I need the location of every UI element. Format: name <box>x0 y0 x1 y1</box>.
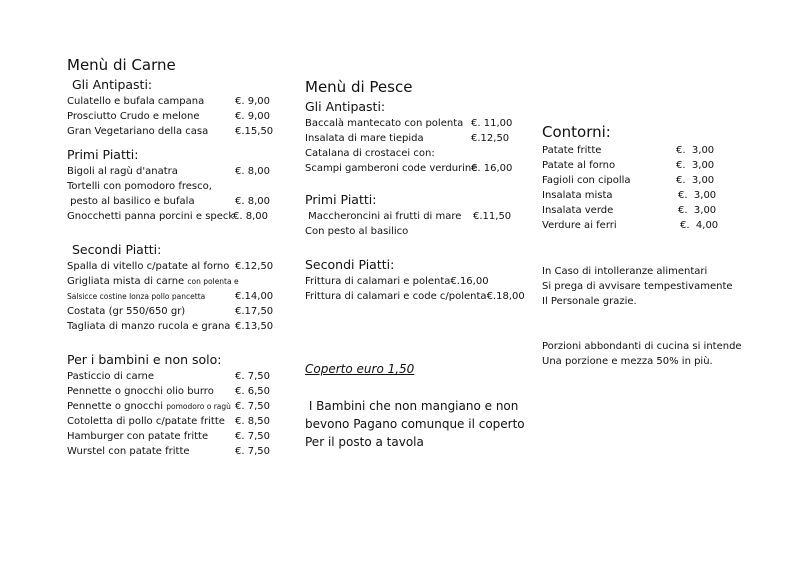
item-price: €. 7,50 <box>235 446 270 457</box>
bambini-note-line: bevono Pagano comunque il coperto <box>305 417 525 431</box>
carne-bambini-heading: Per i bambini e non solo: <box>67 352 222 367</box>
pesce-antipasti-heading: Gli Antipasti: <box>305 99 386 114</box>
item-price: €.17,50 <box>235 306 274 317</box>
item-price: €. 7,50 <box>235 431 270 442</box>
carne-secondi-heading: Secondi Piatti: <box>72 242 162 257</box>
item-price: €. 3,00 <box>676 175 715 186</box>
item-name: Gnocchetti panna porcini e speck <box>67 211 235 222</box>
item-detail: con polenta e <box>187 277 239 286</box>
item-price: €. 7,50 <box>235 371 270 382</box>
item-name: Hamburger con patate fritte <box>67 431 209 442</box>
item-name: Culatello e bufala campana <box>67 96 205 107</box>
item-price: €. 9,00 <box>235 96 270 107</box>
item-name: Bigoli al ragù d'anatra <box>67 166 178 177</box>
item-price: €. 8,50 <box>235 416 270 427</box>
item-price: €. 11,00 <box>471 118 513 129</box>
portion-note-line: Una porzione e mezza 50% in più. <box>542 356 713 367</box>
item-name: Catalana di crostacei con: <box>305 148 435 159</box>
allergy-note-line: Il Personale grazie. <box>542 296 637 307</box>
item-price: €. 4,00 <box>680 220 719 231</box>
pesce-secondi-heading: Secondi Piatti: <box>305 257 395 272</box>
item-price: €. 6,50 <box>235 386 270 397</box>
portion-note-line: Porzioni abbondanti di cucina si intende <box>542 341 742 352</box>
item-name: Prosciutto Crudo e melone <box>67 111 200 122</box>
item-name: Gran Vegetariano della casa <box>67 126 209 137</box>
item-name: Insalata di mare tiepida <box>305 133 424 144</box>
item-price: €. 8,00 <box>235 166 270 177</box>
bambini-note-line: I Bambini che non mangiano e non <box>305 399 519 413</box>
item-name: pesto al basilico e bufala <box>67 196 195 207</box>
item-price: €.11,50 <box>473 211 512 222</box>
item-name: Baccalà mantecato con polenta <box>305 118 464 129</box>
item-price: €. 7,50 <box>235 401 270 412</box>
item-name-text: Pennette o gnocchi <box>67 401 164 412</box>
item-price: €.15,50 <box>235 126 274 137</box>
pesce-title: Menù di Pesce <box>305 78 413 96</box>
item-price: €.14,00 <box>235 291 274 302</box>
item-name <box>67 274 239 289</box>
allergy-note-line: In Caso di intolleranze alimentari <box>542 266 708 277</box>
bambini-note-line: Per il posto a tavola <box>305 435 424 449</box>
item-price: €. 8,00 <box>233 211 268 222</box>
item-name: Cotoletta di pollo c/patate fritte <box>67 416 225 427</box>
item-detail: pomodoro o ragù <box>166 402 231 411</box>
item-name <box>67 399 231 414</box>
item-name: Tortelli con pomodoro fresco, <box>67 181 212 192</box>
item-name: Con pesto al basilico <box>305 226 409 237</box>
carne-antipasti-heading: Gli Antipasti: <box>72 77 153 92</box>
item-price: €. 3,00 <box>678 205 717 216</box>
item-name: Fagioli con cipolla <box>542 175 631 186</box>
allergy-note-line: Si prega di avvisare tempestivamente <box>542 281 733 292</box>
item-price: €. 3,00 <box>676 145 715 156</box>
item-price: €. 16,00 <box>471 163 513 174</box>
item-price: €.12,50 <box>471 133 510 144</box>
item-name: Insalata verde <box>542 205 614 216</box>
carne-primi-heading: Primi Piatti: <box>67 147 139 162</box>
item-price: €.12,50 <box>235 261 274 272</box>
item-price: €. 9,00 <box>235 111 270 122</box>
item-name: Spalla di vitello c/patate al forno <box>67 261 230 272</box>
item-name: Wurstel con patate fritte <box>67 446 190 457</box>
item-name: Pasticcio di carne <box>67 371 155 382</box>
item-name: Tagliata di manzo rucola e grana <box>67 321 231 332</box>
item-price: €.13,50 <box>235 321 274 332</box>
item-name: Scampi gamberoni code verdurine <box>305 163 478 174</box>
item-price: €. 8,00 <box>235 196 270 207</box>
item-price: €. 3,00 <box>678 190 717 201</box>
item-detail: Salsicce costine lonza pollo pancetta <box>67 292 206 301</box>
pesce-primi-heading: Primi Piatti: <box>305 192 377 207</box>
item-name: Frittura di calamari e polenta€.16,00 <box>305 276 489 287</box>
item-name: Verdure ai ferri <box>542 220 617 231</box>
carne-title: Menù di Carne <box>67 56 176 74</box>
item-name-text: Grigliata mista di carne <box>67 276 185 287</box>
coperto-note: Coperto euro 1,50 <box>305 362 415 376</box>
item-name: Insalata mista <box>542 190 613 201</box>
item-name: Maccheroncini ai frutti di mare <box>305 211 462 222</box>
contorni-title: Contorni: <box>542 123 611 141</box>
item-price: €. 3,00 <box>676 160 715 171</box>
item-name: Patate fritte <box>542 145 602 156</box>
item-name: Patate al forno <box>542 160 616 171</box>
item-name: Frittura di calamari e code c/polenta€.18,00 <box>305 291 525 302</box>
item-name: Pennette o gnocchi olio burro <box>67 386 214 397</box>
item-name: Costata (gr 550/650 gr) <box>67 306 186 317</box>
